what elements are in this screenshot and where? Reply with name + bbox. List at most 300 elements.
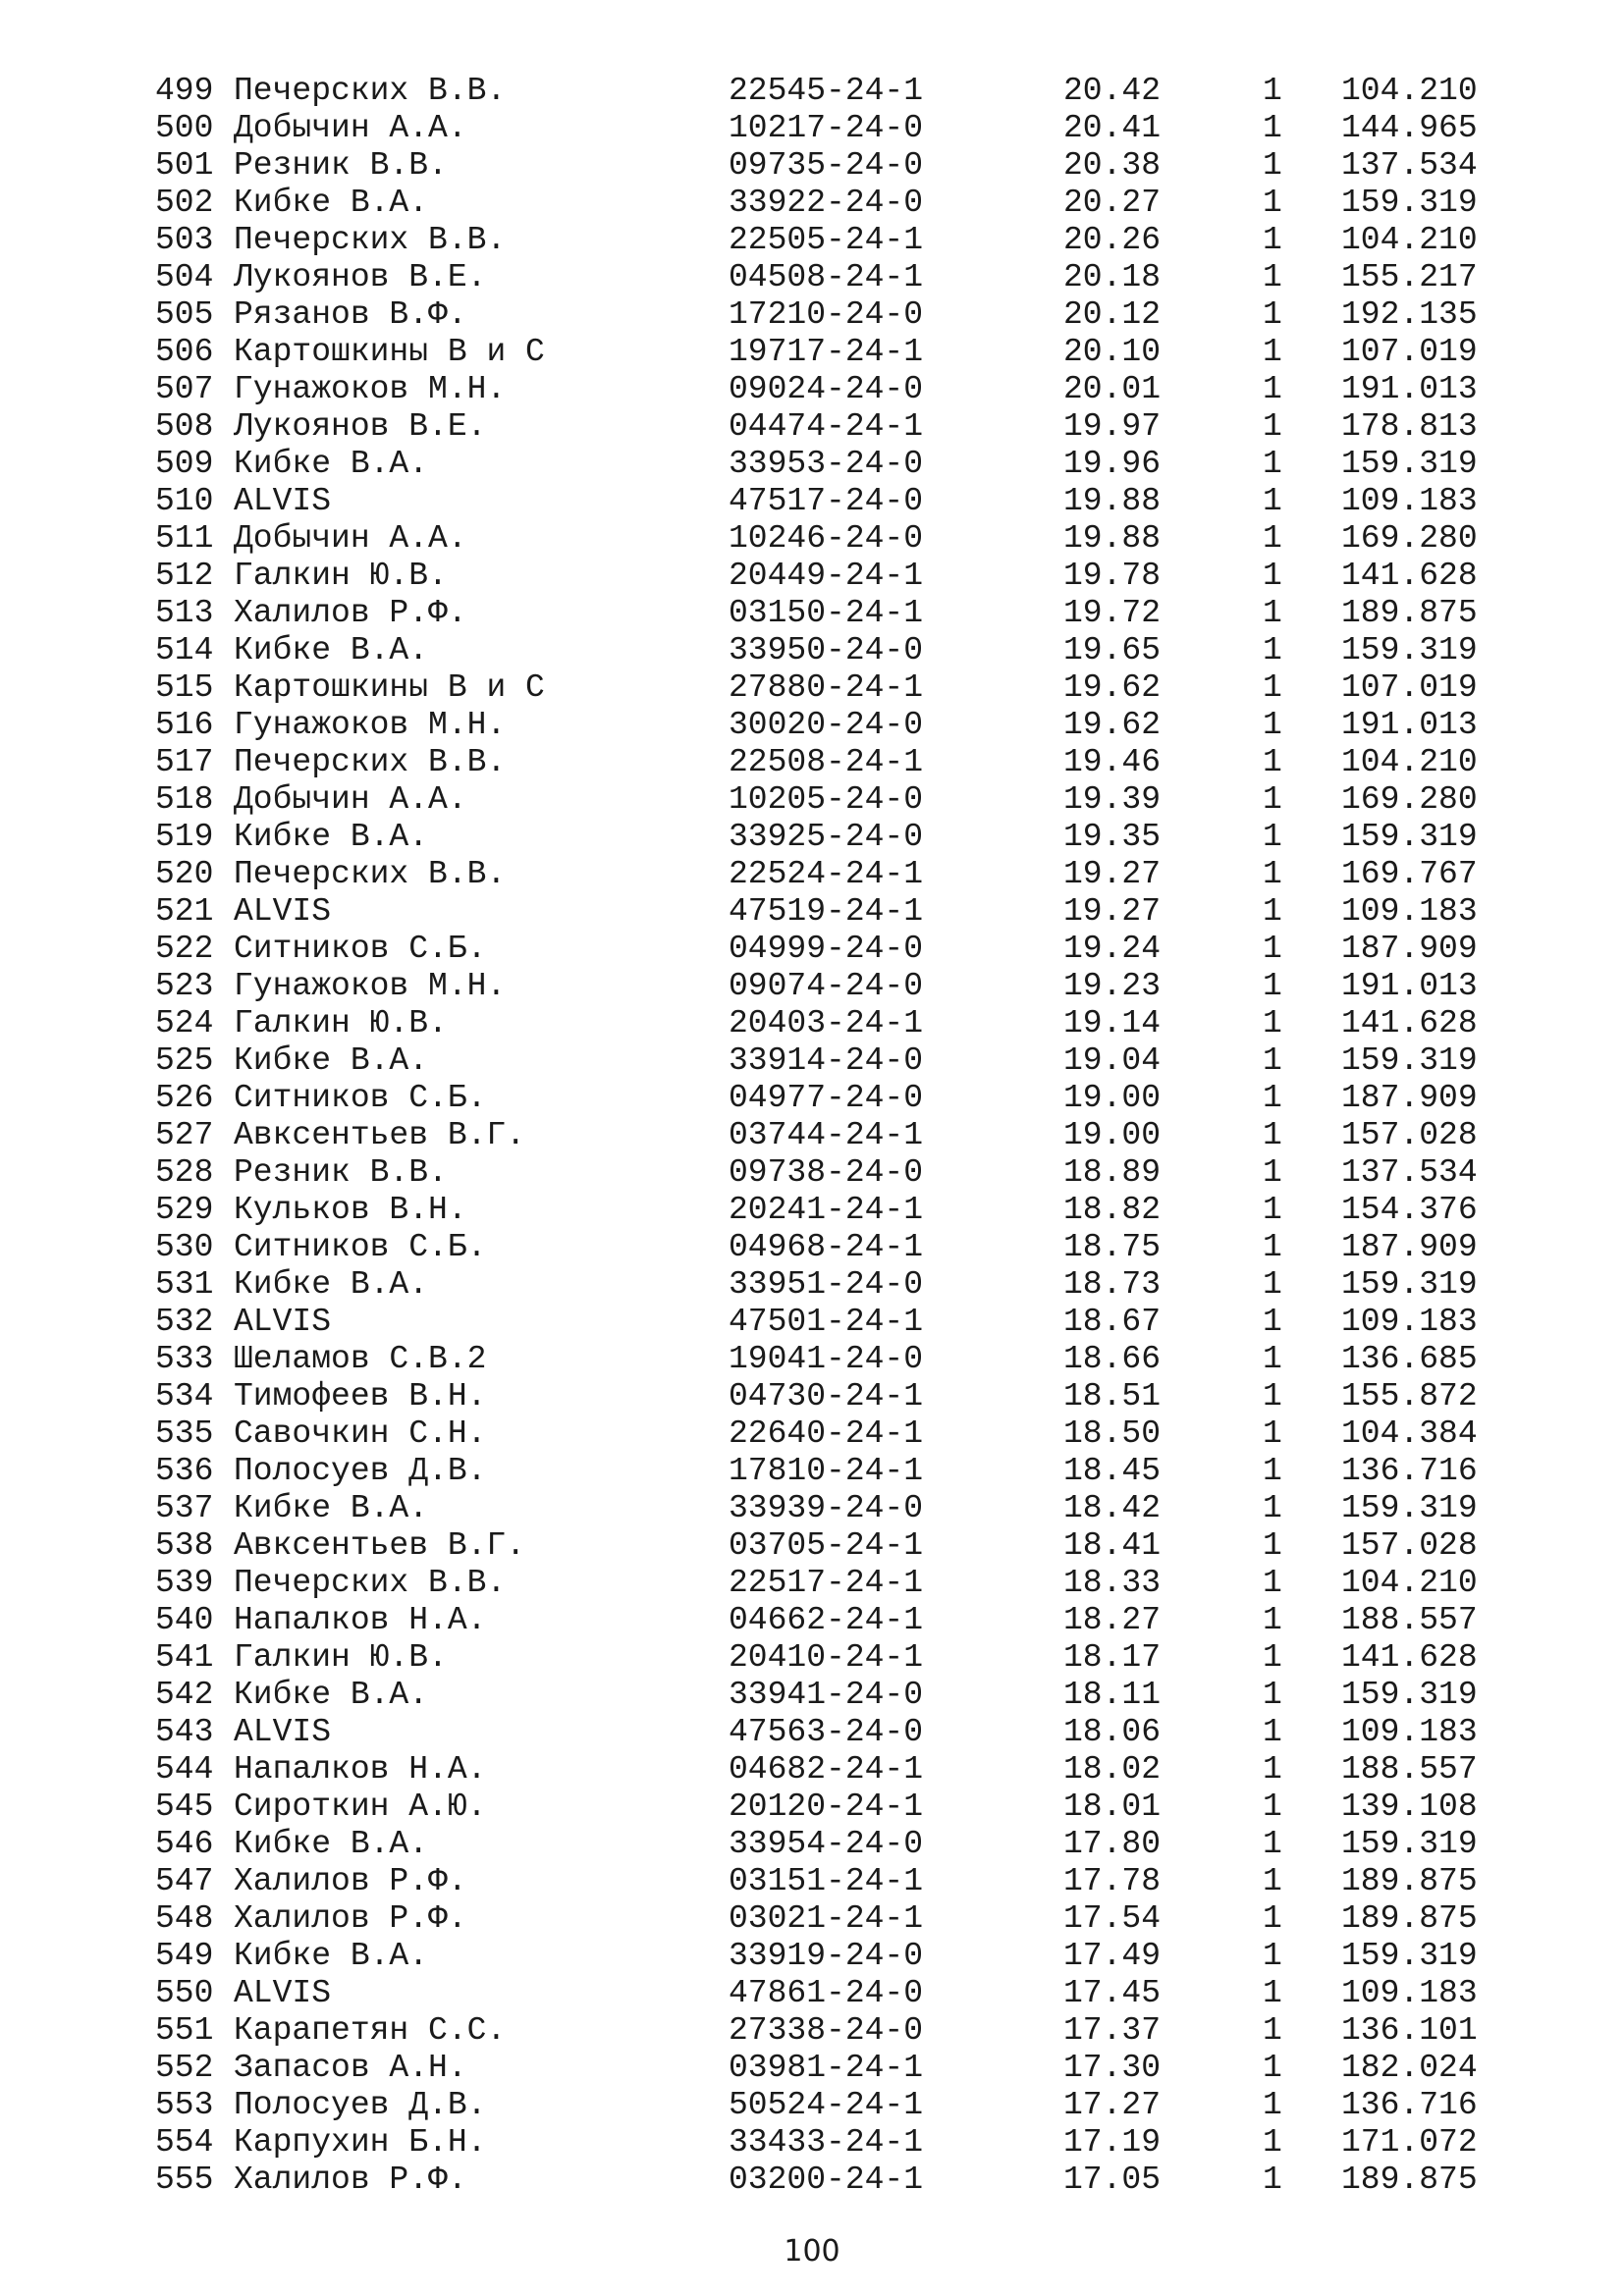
result-value: 18.67 — [1063, 1304, 1162, 1340]
ring-code: 22640-24-1 — [729, 1415, 924, 1452]
ring-code: 33953-24-0 — [729, 446, 924, 482]
count-value: 1 — [1263, 931, 1282, 967]
ring-code: 03150-24-1 — [729, 595, 924, 631]
result-value: 18.33 — [1063, 1565, 1162, 1601]
row-number: 500 — [155, 110, 214, 146]
total-value: 104.210 — [1341, 73, 1478, 109]
count-value: 1 — [1263, 1490, 1282, 1526]
count-value: 1 — [1263, 1080, 1282, 1116]
result-value: 17.54 — [1063, 1900, 1162, 1937]
count-value: 1 — [1263, 185, 1282, 221]
participant-name: Карапетян С.С. — [234, 2012, 507, 2049]
count-value: 1 — [1263, 2012, 1282, 2049]
count-value: 1 — [1263, 1826, 1282, 1862]
participant-name: Рязанов В.Ф. — [234, 296, 467, 333]
total-value: 159.319 — [1341, 632, 1478, 668]
row-number: 528 — [155, 1154, 214, 1191]
table-row — [0, 1714, 1624, 1751]
result-value: 19.88 — [1063, 483, 1162, 519]
total-value: 136.716 — [1341, 1453, 1478, 1489]
row-number: 526 — [155, 1080, 214, 1116]
result-value: 18.50 — [1063, 1415, 1162, 1452]
participant-name: Карпухин Б.Н. — [234, 2124, 487, 2161]
participant-name: Добычин А.А. — [234, 110, 467, 146]
table-row — [0, 1080, 1624, 1117]
row-number: 541 — [155, 1639, 214, 1676]
table-row — [0, 856, 1624, 893]
table-row — [0, 558, 1624, 595]
ring-code: 04977-24-0 — [729, 1080, 924, 1116]
total-value: 104.210 — [1341, 222, 1478, 258]
row-number: 524 — [155, 1005, 214, 1041]
table-row — [0, 296, 1624, 334]
ring-code: 22524-24-1 — [729, 856, 924, 892]
ring-code: 33950-24-0 — [729, 632, 924, 668]
participant-name: Резник В.В. — [234, 147, 448, 184]
count-value: 1 — [1263, 632, 1282, 668]
participant-name: ALVIS — [234, 1304, 332, 1340]
total-value: 109.183 — [1341, 1714, 1478, 1750]
row-number: 544 — [155, 1751, 214, 1788]
row-number: 530 — [155, 1229, 214, 1265]
table-row — [0, 1863, 1624, 1900]
table-row — [0, 259, 1624, 296]
table-row — [0, 1975, 1624, 2012]
table-row — [0, 2012, 1624, 2050]
row-number: 510 — [155, 483, 214, 519]
count-value: 1 — [1263, 1415, 1282, 1452]
result-value: 19.39 — [1063, 781, 1162, 818]
total-value: 159.319 — [1341, 1490, 1478, 1526]
ring-code: 33951-24-0 — [729, 1266, 924, 1303]
ring-code: 03705-24-1 — [729, 1527, 924, 1564]
count-value: 1 — [1263, 2087, 1282, 2123]
table-row — [0, 1938, 1624, 1975]
total-value: 107.019 — [1341, 334, 1478, 370]
participant-name: Кибке В.А. — [234, 446, 429, 482]
table-row — [0, 1900, 1624, 1938]
total-value: 141.628 — [1341, 558, 1478, 594]
row-number: 545 — [155, 1789, 214, 1825]
count-value: 1 — [1263, 73, 1282, 109]
ring-code: 47861-24-0 — [729, 1975, 924, 2011]
row-number: 519 — [155, 819, 214, 855]
participant-name: Напалков Н.А. — [234, 1751, 487, 1788]
table-row — [0, 1005, 1624, 1042]
total-value: 109.183 — [1341, 483, 1478, 519]
participant-name: Печерских В.В. — [234, 744, 507, 780]
table-row — [0, 1415, 1624, 1453]
total-value: 155.217 — [1341, 259, 1478, 295]
total-value: 159.319 — [1341, 1677, 1478, 1713]
total-value: 137.534 — [1341, 147, 1478, 184]
count-value: 1 — [1263, 1975, 1282, 2011]
total-value: 157.028 — [1341, 1117, 1478, 1153]
total-value: 191.013 — [1341, 968, 1478, 1004]
row-number: 542 — [155, 1677, 214, 1713]
ring-code: 33954-24-0 — [729, 1826, 924, 1862]
result-value: 19.35 — [1063, 819, 1162, 855]
ring-code: 33433-24-1 — [729, 2124, 924, 2161]
result-value: 18.45 — [1063, 1453, 1162, 1489]
count-value: 1 — [1263, 1565, 1282, 1601]
total-value: 192.135 — [1341, 296, 1478, 333]
total-value: 187.909 — [1341, 1229, 1478, 1265]
table-row — [0, 1602, 1624, 1639]
ring-code: 03021-24-1 — [729, 1900, 924, 1937]
result-value: 18.11 — [1063, 1677, 1162, 1713]
result-value: 17.05 — [1063, 2162, 1162, 2198]
count-value: 1 — [1263, 781, 1282, 818]
result-value: 18.17 — [1063, 1639, 1162, 1676]
ring-code: 20241-24-1 — [729, 1192, 924, 1228]
table-row — [0, 185, 1624, 222]
count-value: 1 — [1263, 1117, 1282, 1153]
result-value: 17.80 — [1063, 1826, 1162, 1862]
result-value: 19.72 — [1063, 595, 1162, 631]
table-row — [0, 1677, 1624, 1714]
row-number: 523 — [155, 968, 214, 1004]
result-value: 19.00 — [1063, 1117, 1162, 1153]
ring-code: 30020-24-0 — [729, 707, 924, 743]
result-value: 18.41 — [1063, 1527, 1162, 1564]
result-value: 19.78 — [1063, 558, 1162, 594]
row-number: 509 — [155, 446, 214, 482]
ring-code: 03200-24-1 — [729, 2162, 924, 2198]
total-value: 104.210 — [1341, 744, 1478, 780]
ring-code: 22505-24-1 — [729, 222, 924, 258]
total-value: 157.028 — [1341, 1527, 1478, 1564]
count-value: 1 — [1263, 334, 1282, 370]
row-number: 534 — [155, 1378, 214, 1415]
ring-code: 04474-24-1 — [729, 408, 924, 445]
total-value: 191.013 — [1341, 707, 1478, 743]
row-number: 507 — [155, 371, 214, 407]
participant-name: Халилов Р.Ф. — [234, 2162, 467, 2198]
ring-code: 47519-24-1 — [729, 893, 924, 930]
result-value: 19.65 — [1063, 632, 1162, 668]
count-value: 1 — [1263, 110, 1282, 146]
ring-code: 33939-24-0 — [729, 1490, 924, 1526]
table-row — [0, 1490, 1624, 1527]
row-number: 537 — [155, 1490, 214, 1526]
count-value: 1 — [1263, 2050, 1282, 2086]
total-value: 159.319 — [1341, 1938, 1478, 1974]
participant-name: Шеламов С.В.2 — [234, 1341, 487, 1377]
table-row — [0, 1751, 1624, 1789]
participant-name: Кибке В.А. — [234, 632, 429, 668]
table-row — [0, 931, 1624, 968]
count-value: 1 — [1263, 222, 1282, 258]
participant-name: Полосуев Д.В. — [234, 1453, 487, 1489]
total-value: 109.183 — [1341, 1975, 1478, 2011]
table-row — [0, 147, 1624, 185]
count-value: 1 — [1263, 819, 1282, 855]
count-value: 1 — [1263, 296, 1282, 333]
participant-name: Полосуев Д.В. — [234, 2087, 487, 2123]
participant-name: Добычин А.А. — [234, 520, 467, 557]
result-value: 18.42 — [1063, 1490, 1162, 1526]
participant-name: Запасов А.Н. — [234, 2050, 467, 2086]
table-row — [0, 2162, 1624, 2199]
total-value: 189.875 — [1341, 1863, 1478, 1899]
count-value: 1 — [1263, 1042, 1282, 1079]
row-number: 549 — [155, 1938, 214, 1974]
result-value: 19.97 — [1063, 408, 1162, 445]
row-number: 514 — [155, 632, 214, 668]
count-value: 1 — [1263, 2124, 1282, 2161]
result-value: 17.49 — [1063, 1938, 1162, 1974]
count-value: 1 — [1263, 1639, 1282, 1676]
count-value: 1 — [1263, 1751, 1282, 1788]
total-value: 104.210 — [1341, 1565, 1478, 1601]
ring-code: 22545-24-1 — [729, 73, 924, 109]
table-row — [0, 1639, 1624, 1677]
table-row — [0, 334, 1624, 371]
result-value: 19.24 — [1063, 931, 1162, 967]
result-value: 17.45 — [1063, 1975, 1162, 2011]
table-row — [0, 819, 1624, 856]
row-number: 506 — [155, 334, 214, 370]
row-number: 553 — [155, 2087, 214, 2123]
total-value: 136.101 — [1341, 2012, 1478, 2049]
total-value: 169.280 — [1341, 781, 1478, 818]
total-value: 178.813 — [1341, 408, 1478, 445]
participant-name: Кибке В.А. — [234, 1490, 429, 1526]
row-number: 543 — [155, 1714, 214, 1750]
count-value: 1 — [1263, 1900, 1282, 1937]
ring-code: 03744-24-1 — [729, 1117, 924, 1153]
participant-name: ALVIS — [234, 483, 332, 519]
ring-code: 50524-24-1 — [729, 2087, 924, 2123]
ring-code: 33925-24-0 — [729, 819, 924, 855]
row-number: 552 — [155, 2050, 214, 2086]
participant-name: Галкин Ю.В. — [234, 1639, 448, 1676]
result-value: 20.27 — [1063, 185, 1162, 221]
participant-name: Авксентьев В.Г. — [234, 1527, 526, 1564]
table-row — [0, 1117, 1624, 1154]
table-row — [0, 1565, 1624, 1602]
count-value: 1 — [1263, 1154, 1282, 1191]
ring-code: 17210-24-0 — [729, 296, 924, 333]
participant-name: Халилов Р.Ф. — [234, 1900, 467, 1937]
row-number: 518 — [155, 781, 214, 818]
table-row — [0, 1527, 1624, 1565]
table-row — [0, 1789, 1624, 1826]
participant-name: Ситников С.Б. — [234, 931, 487, 967]
ring-code: 09735-24-0 — [729, 147, 924, 184]
participant-name: Кибке В.А. — [234, 1266, 429, 1303]
table-row — [0, 1266, 1624, 1304]
participant-name: Халилов Р.Ф. — [234, 1863, 467, 1899]
ring-code: 10217-24-0 — [729, 110, 924, 146]
row-number: 538 — [155, 1527, 214, 1564]
total-value: 159.319 — [1341, 446, 1478, 482]
total-value: 137.534 — [1341, 1154, 1478, 1191]
total-value: 189.875 — [1341, 2162, 1478, 2198]
result-value: 18.01 — [1063, 1789, 1162, 1825]
result-value: 20.26 — [1063, 222, 1162, 258]
participant-name: Картошкины В и С — [234, 334, 545, 370]
result-value: 20.10 — [1063, 334, 1162, 370]
count-value: 1 — [1263, 1266, 1282, 1303]
row-number: 539 — [155, 1565, 214, 1601]
total-value: 136.716 — [1341, 2087, 1478, 2123]
total-value: 139.108 — [1341, 1789, 1478, 1825]
result-value: 19.62 — [1063, 707, 1162, 743]
count-value: 1 — [1263, 1341, 1282, 1377]
ring-code: 20403-24-1 — [729, 1005, 924, 1041]
row-number: 513 — [155, 595, 214, 631]
table-row — [0, 1378, 1624, 1415]
total-value: 159.319 — [1341, 1826, 1478, 1862]
count-value: 1 — [1263, 893, 1282, 930]
participant-name: Ситников С.Б. — [234, 1229, 487, 1265]
table-row — [0, 1341, 1624, 1378]
row-number: 540 — [155, 1602, 214, 1638]
participant-name: Галкин Ю.В. — [234, 558, 448, 594]
participant-name: Кибке В.А. — [234, 1826, 429, 1862]
count-value: 1 — [1263, 520, 1282, 557]
row-number: 516 — [155, 707, 214, 743]
count-value: 1 — [1263, 1453, 1282, 1489]
row-number: 550 — [155, 1975, 214, 2011]
participant-name: Картошкины В и С — [234, 669, 545, 706]
table-row — [0, 893, 1624, 931]
participant-name: Печерских В.В. — [234, 222, 507, 258]
table-row — [0, 110, 1624, 147]
result-value: 19.00 — [1063, 1080, 1162, 1116]
table-row — [0, 1229, 1624, 1266]
participant-name: Галкин Ю.В. — [234, 1005, 448, 1041]
result-value: 18.82 — [1063, 1192, 1162, 1228]
ring-code: 04662-24-1 — [729, 1602, 924, 1638]
ring-code: 04508-24-1 — [729, 259, 924, 295]
count-value: 1 — [1263, 558, 1282, 594]
row-number: 515 — [155, 669, 214, 706]
total-value: 191.013 — [1341, 371, 1478, 407]
participant-name: Кибке В.А. — [234, 185, 429, 221]
ring-code: 22517-24-1 — [729, 1565, 924, 1601]
count-value: 1 — [1263, 408, 1282, 445]
ring-code: 20120-24-1 — [729, 1789, 924, 1825]
results-table — [0, 73, 1624, 2199]
total-value: 171.072 — [1341, 2124, 1478, 2161]
result-value: 18.66 — [1063, 1341, 1162, 1377]
count-value: 1 — [1263, 147, 1282, 184]
ring-code: 10246-24-0 — [729, 520, 924, 557]
total-value: 136.685 — [1341, 1341, 1478, 1377]
total-value: 159.319 — [1341, 819, 1478, 855]
total-value: 109.183 — [1341, 1304, 1478, 1340]
total-value: 109.183 — [1341, 893, 1478, 930]
ring-code: 19717-24-1 — [729, 334, 924, 370]
result-value: 19.96 — [1063, 446, 1162, 482]
result-value: 19.46 — [1063, 744, 1162, 780]
participant-name: Напалков Н.А. — [234, 1602, 487, 1638]
row-number: 512 — [155, 558, 214, 594]
row-number: 532 — [155, 1304, 214, 1340]
result-value: 19.27 — [1063, 856, 1162, 892]
table-row — [0, 2087, 1624, 2124]
total-value: 141.628 — [1341, 1005, 1478, 1041]
row-number: 531 — [155, 1266, 214, 1303]
ring-code: 03981-24-1 — [729, 2050, 924, 2086]
result-value: 18.02 — [1063, 1751, 1162, 1788]
count-value: 1 — [1263, 446, 1282, 482]
result-value: 20.01 — [1063, 371, 1162, 407]
count-value: 1 — [1263, 483, 1282, 519]
result-value: 19.62 — [1063, 669, 1162, 706]
ring-code: 47563-24-0 — [729, 1714, 924, 1750]
total-value: 169.280 — [1341, 520, 1478, 557]
participant-name: Лукоянов В.Е. — [234, 259, 487, 295]
row-number: 548 — [155, 1900, 214, 1937]
ring-code: 33919-24-0 — [729, 1938, 924, 1974]
table-row — [0, 1192, 1624, 1229]
table-row — [0, 483, 1624, 520]
ring-code: 04682-24-1 — [729, 1751, 924, 1788]
participant-name: Резник В.В. — [234, 1154, 448, 1191]
participant-name: Сироткин А.Ю. — [234, 1789, 487, 1825]
participant-name: ALVIS — [234, 893, 332, 930]
result-value: 17.27 — [1063, 2087, 1162, 2123]
ring-code: 20449-24-1 — [729, 558, 924, 594]
table-row — [0, 2050, 1624, 2087]
result-value: 17.37 — [1063, 2012, 1162, 2049]
row-number: 527 — [155, 1117, 214, 1153]
ring-code: 09738-24-0 — [729, 1154, 924, 1191]
row-number: 546 — [155, 1826, 214, 1862]
row-number: 501 — [155, 147, 214, 184]
total-value: 159.319 — [1341, 185, 1478, 221]
ring-code: 09074-24-0 — [729, 968, 924, 1004]
participant-name: Кибке В.А. — [234, 1042, 429, 1079]
count-value: 1 — [1263, 1789, 1282, 1825]
participant-name: Савочкин С.Н. — [234, 1415, 487, 1452]
total-value: 107.019 — [1341, 669, 1478, 706]
table-row — [0, 520, 1624, 558]
row-number: 533 — [155, 1341, 214, 1377]
table-row — [0, 781, 1624, 819]
total-value: 189.875 — [1341, 1900, 1478, 1937]
total-value: 188.557 — [1341, 1602, 1478, 1638]
table-row — [0, 1826, 1624, 1863]
row-number: 520 — [155, 856, 214, 892]
total-value: 104.384 — [1341, 1415, 1478, 1452]
row-number: 547 — [155, 1863, 214, 1899]
table-row — [0, 1042, 1624, 1080]
row-number: 502 — [155, 185, 214, 221]
row-number: 508 — [155, 408, 214, 445]
count-value: 1 — [1263, 371, 1282, 407]
row-number: 551 — [155, 2012, 214, 2049]
participant-name: Гунажоков М.Н. — [234, 371, 507, 407]
count-value: 1 — [1263, 1527, 1282, 1564]
ring-code: 27880-24-1 — [729, 669, 924, 706]
participant-name: Печерских В.В. — [234, 1565, 507, 1601]
count-value: 1 — [1263, 1304, 1282, 1340]
total-value: 189.875 — [1341, 595, 1478, 631]
row-number: 554 — [155, 2124, 214, 2161]
ring-code: 22508-24-1 — [729, 744, 924, 780]
result-value: 18.06 — [1063, 1714, 1162, 1750]
participant-name: Кибке В.А. — [234, 1938, 429, 1974]
count-value: 1 — [1263, 1714, 1282, 1750]
table-row — [0, 73, 1624, 110]
participant-name: Добычин А.А. — [234, 781, 467, 818]
table-row — [0, 968, 1624, 1005]
